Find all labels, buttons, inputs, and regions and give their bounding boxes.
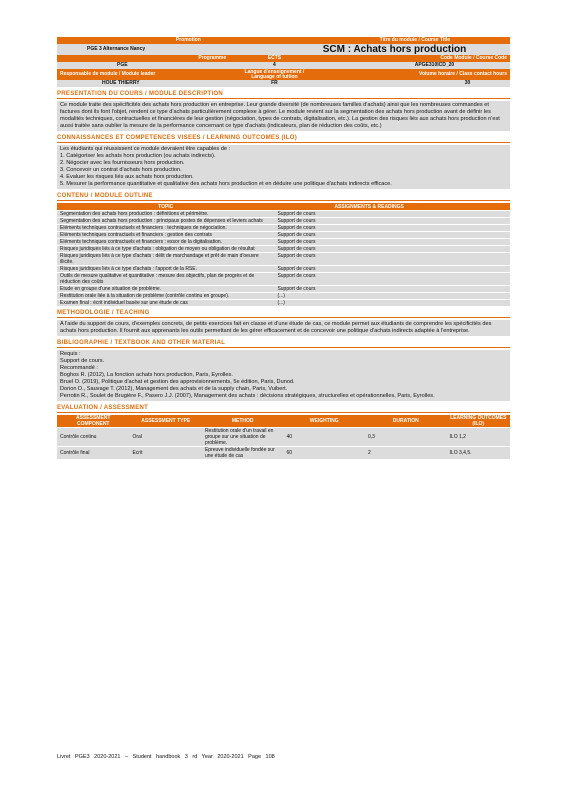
presentation-heading: PRESENTATION DU COURS / MODULE DESCRIPTION	[57, 90, 510, 99]
outcomes-box	[57, 145, 510, 189]
outline-assignment: (...)	[274, 293, 510, 300]
ects-value: 4	[229, 62, 320, 69]
promotion-label: Promotion	[57, 37, 320, 44]
outline-row	[57, 286, 510, 293]
biblio-box	[57, 350, 510, 401]
evaluation-table	[57, 415, 510, 459]
eval-header-duration: DURATION	[365, 415, 447, 428]
outline-assignment: Support de cours	[274, 273, 510, 286]
eval-header-ilo: LEARNING OUTCOMES (ILO)	[447, 415, 510, 428]
outline-assignment: Support de cours	[274, 232, 510, 239]
responsable-value: HOUE THIERRY	[57, 80, 229, 87]
methodologie-heading: METHODOLOGIE / TEACHING	[57, 309, 510, 318]
outline-topic: Eléments techniques contractuels et financiers : gestion des contrats	[57, 232, 274, 239]
presentation-text: Ce module traite des spécificités des achats hors production en entreprise. Leur grande diversité (de nombreuses familles d'achats) ainsi que les nombreuses commandes et factures dont ils font l'objet, rendent ce type d'achats particulièrement complexe à gérer. Le module revient sur la segmentation des achats hors production avant de définir les modalités techniques, contractuelles et financières de leur gestion (négociation, types de contrats, digitalisation, etc.). La gestion des risques liés aux achats hors production n'est aussi traitée sans oublier la mesure de la performance concernant ce type d'achats (indicateurs, plan de réduction des coûts, etc.)	[60, 102, 500, 129]
eval-duration: 0,3	[365, 428, 447, 447]
outline-row	[57, 246, 510, 253]
eval-weighting: 40	[283, 428, 365, 447]
promotion-value: PGE 3 Alternance Nancy	[57, 44, 320, 55]
outcome-item: 3. Concevoir un contrat d'achats hors production.	[60, 167, 182, 173]
outline-row	[57, 211, 510, 218]
outline-topic: Examen final : écrit individuel basée sur une étude de cas	[57, 300, 274, 307]
outline-topic-header: TOPIC	[57, 203, 274, 211]
outline-topic: Segmentation des achats hors production : définitions et périmètre.	[57, 211, 274, 218]
outline-topic: Etude en groupe d'une situation de problème.	[57, 286, 274, 293]
outline-row	[57, 232, 510, 239]
ects-label: ECTS	[229, 55, 320, 62]
evaluation-heading: EVALUATION / ASSESSMENT	[57, 404, 510, 413]
eval-method: Restitution orale d'un travail en groupe sur une situation de problème.	[202, 428, 284, 447]
outline-assignment: (...)	[274, 300, 510, 307]
eval-duration: 2	[365, 447, 447, 460]
outline-row	[57, 253, 510, 266]
eval-method: Epreuve individuelle fondée sur une étude de cas	[202, 447, 284, 460]
outline-row	[57, 218, 510, 225]
outline-assignment: Support de cours	[274, 246, 510, 253]
outline-topic: Outils de mesure qualitative et quantitative : mesure des objectifs, plan de progrès et de réduction des coûts	[57, 273, 274, 286]
biblio-line: Support de cours.	[60, 358, 105, 364]
langue-value: FR	[229, 80, 320, 87]
biblio-line: Perrotin R., Soulet de Brugière F., Pasero J.J. (2007), Management des achats : décisions stratégiques, structurelles et opérationnelles, Paris, Eyrolles.	[60, 393, 435, 399]
eval-weighting: 60	[283, 447, 365, 460]
outline-topic: Eléments techniques contractuels et financiers : techniques de négociation.	[57, 225, 274, 232]
eval-header-method: METHOD	[202, 415, 284, 428]
outline-topic: Risques juridiques liés à ce type d'achats : l'apport de la RSE.	[57, 266, 274, 273]
eval-component: Contrôle final	[57, 447, 129, 460]
eval-type: Ecrit	[129, 447, 201, 460]
page-footer: Livret PGE3 2020-2021 – Student handbook 3 rd Year 2020-2021 Page 108	[57, 754, 275, 760]
outcomes-intro: Les étudiants qui réussissent ce module devraient être capables de :	[60, 146, 231, 152]
outline-row	[57, 293, 510, 300]
outline-assignment: Support de cours	[274, 218, 510, 225]
evaluation-row	[57, 428, 510, 447]
presentation-box	[57, 101, 510, 131]
biblio-line: Dorion D., Sauvage T. (2012), Management des achats et de la supply chain, Paris, Vuibert.	[60, 386, 288, 392]
langue-label: Langue d'enseignement / Language of tuition	[229, 69, 320, 80]
outline-assignment: Support de cours	[274, 225, 510, 232]
volume-label: Volume horaire / Class contact hours	[320, 69, 510, 80]
header-table	[57, 37, 510, 87]
outline-assignment: Support de cours	[274, 286, 510, 293]
outline-assignment: Support de cours	[274, 266, 510, 273]
outcome-item: 4. Evaluer les risques liés aux achats hors production.	[60, 174, 194, 180]
outline-row	[57, 225, 510, 232]
methodologie-text: A l'aide du support de cours, d'exemples concrets, de petits exercices fait en classe et d'une étude de cas, ce module permet aux étudiants de comprendre les spécificités des achats hors production. Il fournit aux apprenants les outils permettant de les gérer efficacement et de concevoir une politique d'achats indirects adaptée à l'entreprise.	[60, 321, 492, 334]
eval-header-weighting: WEIGHTING	[283, 415, 365, 428]
module-title-label: Titre du module / Course Title	[320, 37, 510, 44]
outline-row	[57, 273, 510, 286]
eval-header-component: ASSESSMENT COMPONENT	[57, 415, 129, 428]
eval-ilo: ILO 3,4,5.	[447, 447, 510, 460]
module-title: SCM : Achats hors production	[320, 44, 510, 55]
outline-assignment: Support de cours	[274, 253, 510, 266]
outline-row	[57, 266, 510, 273]
outline-topic: Segmentation des achats hors production : principaux postes de dépenses et leviers achats	[57, 218, 274, 225]
eval-component: Contrôle continu	[57, 428, 129, 447]
outline-topic: Eléments techniques contractuels et financiers : essor de la digitalisation.	[57, 239, 274, 246]
programme-value: PGE	[57, 62, 229, 69]
eval-ilo: ILO 1,2	[447, 428, 510, 447]
outcomes-heading: CONNAISSANCES ET COMPETENCES VISEES / LEARNING OUTCOMES (ILO)	[57, 134, 510, 143]
programme-label: Programme	[57, 55, 229, 62]
outline-table	[57, 203, 510, 306]
eval-header-type: ASSESSMENT TYPE	[129, 415, 201, 428]
outline-row	[57, 300, 510, 307]
page	[57, 37, 510, 459]
biblio-line: Boghos R. (2012), La fonction achats hors production, Paris, Eyrolles.	[60, 372, 233, 378]
evaluation-row	[57, 447, 510, 460]
responsable-label: Responsable de module / Module leader	[57, 69, 229, 80]
contenu-heading: CONTENU / MODULE OUTLINE	[57, 192, 510, 201]
outcome-item: 5. Mesurer la performance quantitative et qualitative des achats hors production et en déduire une politique d'achats indirects efficace.	[60, 181, 392, 187]
biblio-line: Requis :	[60, 351, 81, 357]
biblio-line: Bruel O. (2019), Politique d'achat et gestion des approvisionnements, 5e édition, Paris, Dunod.	[60, 379, 295, 385]
outline-row	[57, 239, 510, 246]
outline-assignment: Support de cours	[274, 211, 510, 218]
outline-topic: Risques juridiques liés à ce type d'achats : obligation de moyen ou obligation de résultat	[57, 246, 274, 253]
outline-assign-header: ASSIGNMENTS & READINGS	[274, 203, 510, 211]
volume-value: 30	[320, 80, 510, 87]
code-value: APGE310ICD_20	[320, 62, 510, 69]
eval-type: Oral	[129, 428, 201, 447]
outline-assignment: Support de cours	[274, 239, 510, 246]
outcome-item: 2. Négocier avec les fournisseurs hors production.	[60, 160, 185, 166]
outcome-item: 1. Catégoriser les achats hors production (ou achats indirects).	[60, 153, 216, 159]
code-label: Code Module / Course Code	[320, 55, 510, 62]
biblio-line: Recommandé :	[60, 365, 98, 371]
methodologie-box	[57, 320, 510, 336]
outline-topic: Restitution orale liée à la situation de problème (contrôle continu en groupe).	[57, 293, 274, 300]
outline-topic: Risques juridiques liés à ce type d'achats : délit de marchandage et prêt de main d'oeuvre illicite.	[57, 253, 274, 266]
biblio-heading: BIBLIOGRAPHIE / TEXTBOOK AND OTHER MATERIAL	[57, 339, 510, 348]
